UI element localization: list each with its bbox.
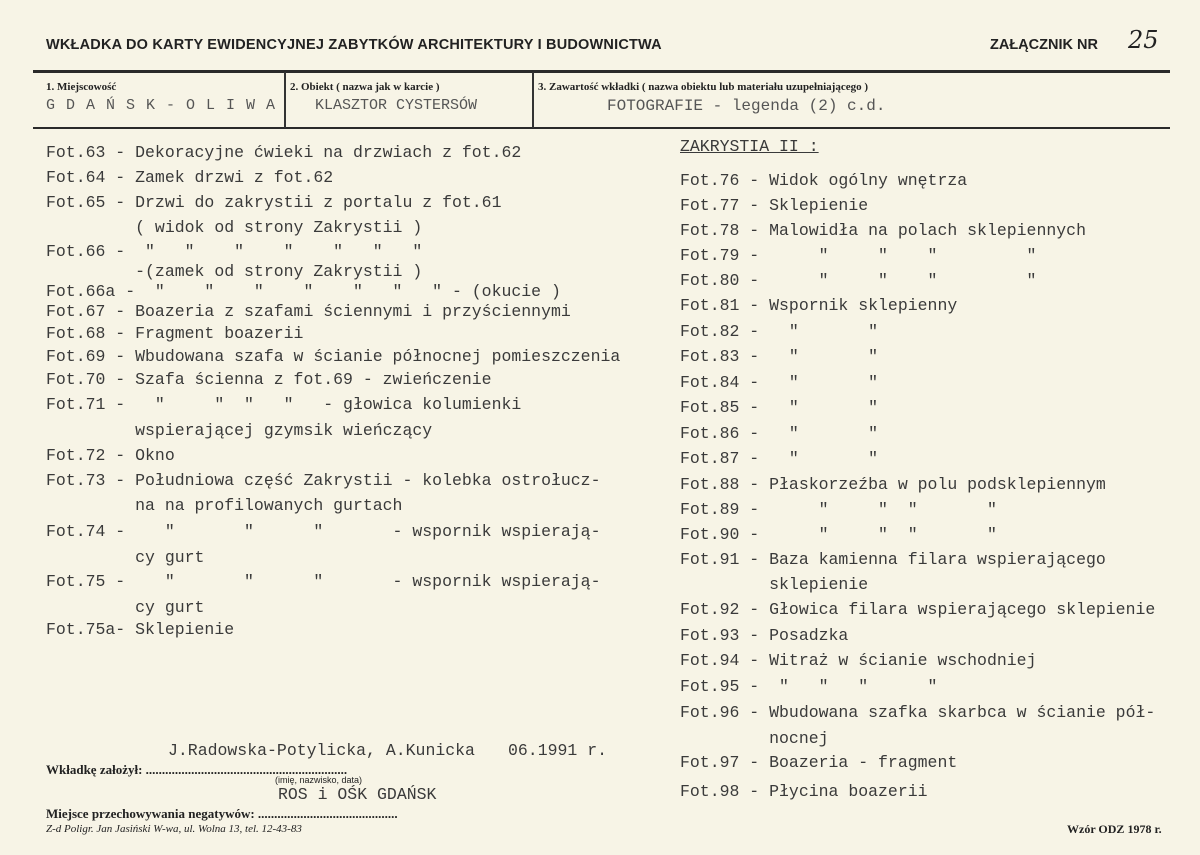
legend-line: Fot.91 - Baza kamienna filara wspierającego (680, 550, 1106, 569)
divider (33, 70, 1170, 73)
founder-hint: (imię, nazwisko, data) (275, 775, 363, 785)
legend-line: Fot.85 - " " (680, 398, 879, 417)
legend-line: Fot.97 - Boazeria - fragment (680, 753, 958, 772)
legend-line: Fot.71 - " " " " - głowica kolumienki (46, 395, 522, 414)
authors: J.Radowska-Potylicka, A.Kunicka (168, 741, 475, 760)
date: 06.1991 r. (508, 741, 608, 760)
legend-line: Fot.89 - " " " " (680, 500, 997, 519)
legend-line: Fot.75 - " " " - wspornik wspierają- (46, 572, 601, 591)
attachment-label: ZAŁĄCZNIK NR (990, 37, 1098, 53)
field-object-label: 2. Obiekt ( nazwa jak w karcie ) (290, 81, 440, 93)
legend-line: Fot.95 - " " " " (680, 677, 938, 696)
form-version: Wzór ODZ 1978 r. (1067, 822, 1162, 836)
legend-line: Fot.98 - Płycina boazerii (680, 782, 928, 801)
divider (284, 72, 286, 128)
legend-line: Fot.81 - Wspornik sklepienny (680, 296, 958, 315)
legend-line: Fot.96 - Wbudowana szafka skarbca w ścianie pół- (680, 703, 1156, 722)
legend-line: Fot.66a - " " " " " " " - (okucie ) (46, 282, 561, 301)
legend-line: Fot.75a- Sklepienie (46, 620, 235, 639)
legend-line: nocnej (680, 729, 829, 748)
legend-line: Fot.93 - Posadzka (680, 626, 849, 645)
legend-line: Fot.73 - Południowa część Zakrystii - kolebka ostrołucz- (46, 471, 601, 490)
legend-line: Fot.66 - " " " " " " " (46, 242, 423, 261)
printer-info: Z-d Poligr. Jan Jasiński W-wa, ul. Wolna 13, tel. 12-43-83 (46, 823, 302, 835)
section-heading: ZAKRYSTIA II : (680, 137, 819, 156)
legend-line: cy gurt (46, 598, 205, 617)
legend-line: wspierającej gzymsik wieńczący (46, 421, 433, 440)
legend-line: Fot.63 - Dekoracyjne ćwieki na drzwiach z fot.62 (46, 143, 522, 162)
legend-line: Fot.83 - " " (680, 347, 879, 366)
field-object-value: KLASZTOR CYSTERSÓW (315, 97, 478, 114)
field-locality-label: 1. Miejscowość (46, 81, 117, 93)
legend-line: Fot.84 - " " (680, 373, 879, 392)
attachment-number: 25 (1128, 26, 1159, 54)
divider (33, 127, 1170, 129)
legend-line: -(zamek od strony Zakrystii ) (46, 262, 423, 281)
negatives-label: Miejsce przechowywania negatywów: ........................................... (46, 806, 398, 821)
founder-label: Wkładkę założył: .............................................................. (46, 762, 348, 777)
legend-line: Fot.65 - Drzwi do zakrystii z portalu z fot.61 (46, 193, 502, 212)
legend-line: Fot.77 - Sklepienie (680, 196, 869, 215)
legend-line: Fot.80 - " " " " (680, 271, 1037, 290)
legend-line: Fot.94 - Witraż w ścianie wschodniej (680, 651, 1037, 670)
legend-line: Fot.64 - Zamek drzwi z fot.62 (46, 168, 334, 187)
legend-line: ( widok od strony Zakrystii ) (46, 218, 423, 237)
legend-line: Fot.68 - Fragment boazerii (46, 324, 304, 343)
divider (532, 72, 534, 128)
legend-line: Fot.67 - Boazeria z szafami ściennymi i przyściennymi (46, 302, 571, 321)
legend-line: Fot.76 - Widok ogólny wnętrza (680, 171, 968, 190)
negatives-place: ROS i OŚK GDAŃSK (278, 785, 437, 804)
field-content-value: FOTOGRAFIE - legenda (2) c.d. (607, 97, 886, 115)
legend-line: Fot.82 - " " (680, 322, 879, 341)
legend-line: Fot.79 - " " " " (680, 246, 1037, 265)
legend-line: cy gurt (46, 548, 205, 567)
legend-line: Fot.78 - Malowidła na polach sklepiennych (680, 221, 1086, 240)
legend-line: sklepienie (680, 575, 869, 594)
legend-line: Fot.87 - " " (680, 449, 879, 468)
field-content-label: 3. Zawartość wkładki ( nazwa obiektu lub materiału uzupełniającego ) (538, 81, 869, 93)
field-locality-value: G D A Ń S K - O L I W A (46, 97, 277, 114)
legend-line: Fot.92 - Głowica filara wspierającego sklepienie (680, 600, 1156, 619)
legend-line: Fot.90 - " " " " (680, 525, 997, 544)
legend-line: Fot.72 - Okno (46, 446, 175, 465)
document-title: WKŁADKA DO KARTY EWIDENCYJNEJ ZABYTKÓW ARCHITEKTURY I BUDOWNICTWA (46, 37, 662, 53)
legend-line: Fot.70 - Szafa ścienna z fot.69 - zwieńczenie (46, 370, 492, 389)
legend-line: Fot.88 - Płaskorzeźba w polu podsklepiennym (680, 475, 1106, 494)
legend-line: Fot.69 - Wbudowana szafa w ścianie północnej pomieszczenia (46, 347, 621, 366)
legend-line: Fot.74 - " " " - wspornik wspierają- (46, 522, 601, 541)
legend-line: na na profilowanych gurtach (46, 496, 403, 515)
legend-line: Fot.86 - " " (680, 424, 879, 443)
